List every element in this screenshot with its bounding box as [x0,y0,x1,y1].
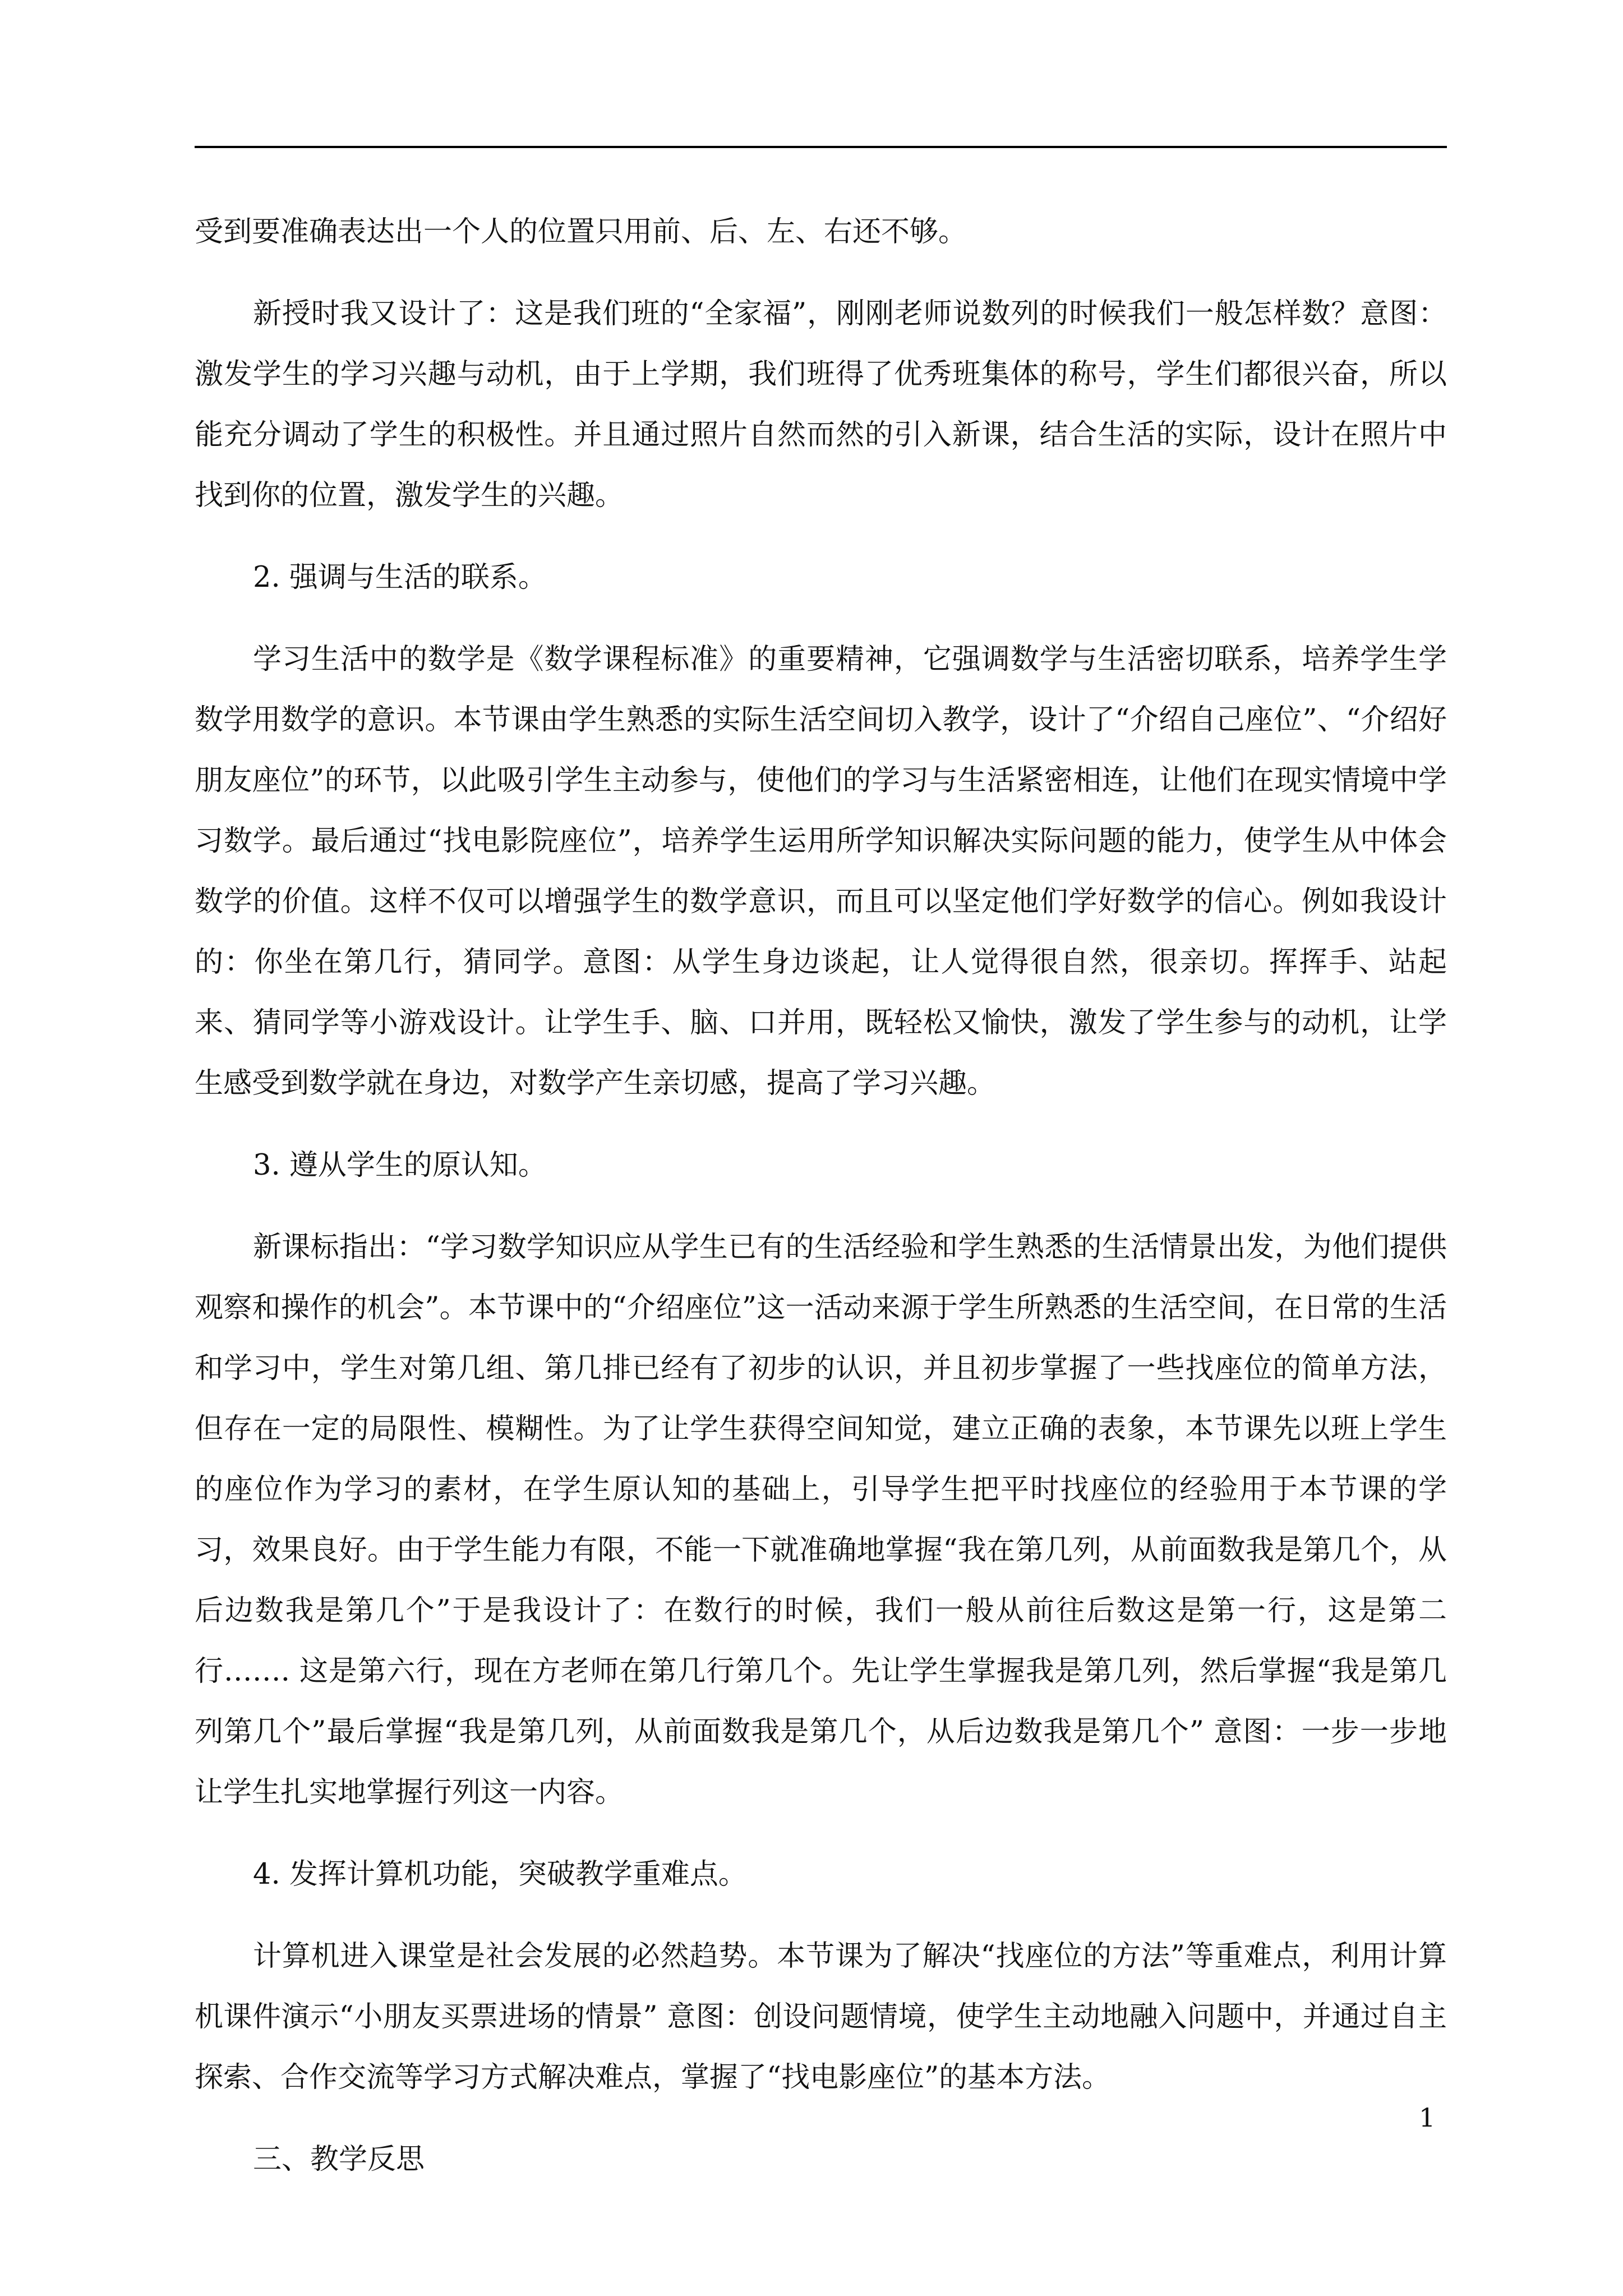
document-body [195,202,1447,2211]
section-heading-reflection: 三、教学反思 [253,2143,425,2176]
paragraph-continuation: 受到要准确表达出一个人的位置只用前、后、左、右还不够。 [195,215,967,249]
paragraph-original-cognition: 新课标指出：“学习数学知识应从学生已有的生活经验和学生熟悉的生活情景出发，为他们提供观察和操作的机会”。本节课中的“介绍座位”这一活动来源于学生所熟悉的生活空间，在日常的生活和学习中，学生对第几组、第几排已经有了初步的认识，并且初步掌握了一些找座位的简单方法，但存在一定的局限性、模糊性。为了让学生获得空间知觉，建立正确的表象，本节课先以班上学生的座位作为学习的素材，在学生原认知的基础上，引导学生把平时找座位的经验用于本节课的学习，效果良好。由于学生能力有限，不能一下就准确地掌握“我在第几列，从前面数我是第几个，从后边数我是第几个”于是我设计了：在数行的时候，我们一般从前往后数这是第一行，这是第二行……. 这是第六行，现在方老师在第几行第几个。先让学生掌握我是第几列，然后掌握“我是第几列第几个”最后掌握“我是第几列，从前面数我是第几个，从后边数我是第几个” 意图：一步一步地让学生扎实地掌握行列这一内容。 [195,1231,1447,1809]
paragraph-computer-function: 计算机进入课堂是社会发展的必然趋势。本节课为了解决“找座位的方法”等重难点，利用计算机课件演示“小朋友买票进场的情景” 意图：创设问题情境，使学生主动地融入问题中，并通过自主探索、合作交流等学习方式解决难点，掌握了“找电影座位”的基本方法。 [195,1940,1447,2094]
paragraph-life-connection: 学习生活中的数学是《数学课程标准》的重要精神，它强调数学与生活密切联系，培养学生学数学用数学的意识。本节课由学生熟悉的实际生活空间切入教学，设计了“介绍自己座位”、“介绍好朋友座位”的环节，以此吸引学生主动参与，使他们的学习与生活紧密相连，让他们在现实情境中学习数学。最后通过“找电影院座位”，培养学生运用所学知识解决实际问题的能力，使学生从中体会数学的价值。这样不仅可以增强学生的数学意识，而且可以坚定他们学好数学的信心。例如我设计的：你坐在第几行，猜同学。意图：从学生身边谈起，让人觉得很自然，很亲切。挥挥手、站起来、猜同学等小游戏设计。让学生手、脑、口并用，既轻松又愉快，激发了学生参与的动机，让学生感受到数学就在身边，对数学产生亲切感，提高了学习兴趣。 [195,643,1447,1100]
section-heading-4: 4. 发挥计算机功能，突破教学重难点。 [253,1858,747,1891]
paragraph-new-lesson-design: 新授时我又设计了：这是我们班的“全家福”，刚刚老师说数列的时候我们一般怎样数？意图：激发学生的学习兴趣与动机，由于上学期，我们班得了优秀班集体的称号，学生们都很兴奋，所以能充分调动了学生的积极性。并且通过照片自然而然的引入新课，结合生活的实际，设计在照片中找到你的位置，激发学生的兴趣。 [195,297,1447,512]
section-heading-3: 3. 遵从学生的原认知。 [253,1149,547,1182]
section-heading-2: 2. 强调与生活的联系。 [253,561,547,594]
page-number: 1 [1419,2102,1436,2133]
header-rule [195,146,1447,148]
